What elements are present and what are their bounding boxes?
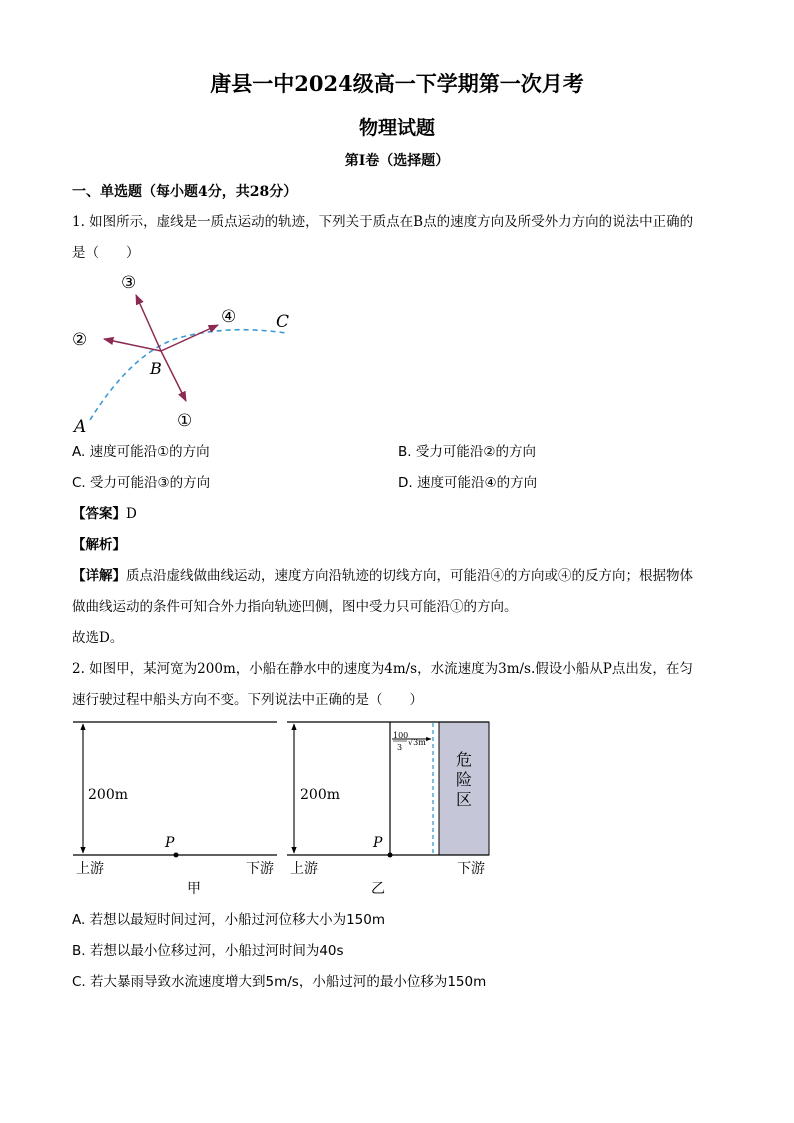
caption-yi: 乙 xyxy=(371,881,385,897)
q2-option-b: B. 若想以最小位移过河，小船过河时间为40s xyxy=(72,943,344,959)
q1-stem-line1: 1. 如图所示，虚线是一质点运动的轨迹，下列关于质点在B点的速度方向及所受外力方向的说法中正确的 xyxy=(72,214,694,230)
q2-option-a: A. 若想以最短时间过河，小船过河位移大小为150m xyxy=(72,912,385,928)
q1-detail-line1 xyxy=(72,566,693,586)
arrow-3 xyxy=(136,295,161,351)
label-n2: ② xyxy=(72,330,88,350)
width-label: 200m xyxy=(88,787,128,803)
caption-jia: 甲 xyxy=(187,881,201,897)
detail-text: 质点沿虚线做曲线运动，速度方向沿轨迹的切线方向，可能沿④的方向或④的反方向；根据物体 xyxy=(126,568,693,584)
q1-option-d: D. 速度可能沿④的方向 xyxy=(398,475,538,491)
label-n3: ③ xyxy=(121,273,137,293)
frac-tail: √3m xyxy=(408,738,426,747)
upstream-label: 上游 xyxy=(76,861,104,877)
q1-option-c: C. 受力可能沿③的方向 xyxy=(72,475,211,491)
answer-label: 【答案】 xyxy=(72,506,126,522)
q1-answer xyxy=(72,504,137,524)
q1-option-b: B. 受力可能沿②的方向 xyxy=(398,444,536,460)
answer-value: D xyxy=(126,506,137,522)
arrow-2 xyxy=(104,339,161,351)
q1-stem-line2: 是（ ） xyxy=(72,245,140,261)
label-p: P xyxy=(165,835,175,851)
trajectory-curve xyxy=(90,330,286,420)
label-p: P xyxy=(373,835,383,851)
section-heading: 一、单选题（每小题4分，共28分） xyxy=(72,184,298,200)
q1-detail-line2: 做曲线运动的条件可知合外力指向轨迹凹侧，图中受力只可能沿①的方向。 xyxy=(72,599,518,615)
page-title: 唐县一中2024级高一下学期第一次月考 xyxy=(210,71,584,96)
q2-option-c: C. 若大暴雨导致水流速度增大到5m/s，小船过河的最小位移为150m xyxy=(72,974,487,990)
downstream-label: 下游 xyxy=(246,861,274,877)
detail-label: 【详解】 xyxy=(72,568,126,584)
arrow-1 xyxy=(161,351,186,401)
label-C: C xyxy=(276,312,290,332)
point-p xyxy=(174,853,179,858)
frac-den: 3 xyxy=(397,743,403,752)
q2-figure-jia xyxy=(70,715,290,900)
upstream-label: 上游 xyxy=(290,861,318,877)
label-n1: ① xyxy=(177,411,193,431)
q2-stem-line1: 2. 如图甲，某河宽为200m，小船在静水中的速度为4m/s，水流速度为3m/s.假设小船从P点出发，在匀 xyxy=(72,661,693,677)
danger-label-2: 险 xyxy=(456,770,473,789)
label-A: A xyxy=(74,417,87,437)
frac-num: 100 xyxy=(393,731,409,740)
subject-title: 物理试题 xyxy=(358,117,435,139)
q1-figure xyxy=(66,268,326,438)
downstream-label: 下游 xyxy=(457,861,485,877)
danger-label-3: 区 xyxy=(456,790,473,809)
label-B: B xyxy=(150,359,162,378)
volume-heading: 第I卷（选择题） xyxy=(344,153,450,169)
arrow-4 xyxy=(161,325,218,351)
q1-option-a: A. 速度可能沿①的方向 xyxy=(72,444,210,460)
q2-figure-yi xyxy=(284,715,494,900)
q1-conclusion: 故选D。 xyxy=(72,630,124,646)
point-p xyxy=(388,853,393,858)
label-n4: ④ xyxy=(221,307,237,327)
q2-stem-line2: 速行驶过程中船头方向不变。下列说法中正确的是（ ） xyxy=(72,692,423,708)
danger-label-1: 危 xyxy=(456,750,473,769)
width-label: 200m xyxy=(300,787,340,803)
q1-analysis-label: 【解析】 xyxy=(72,537,126,553)
